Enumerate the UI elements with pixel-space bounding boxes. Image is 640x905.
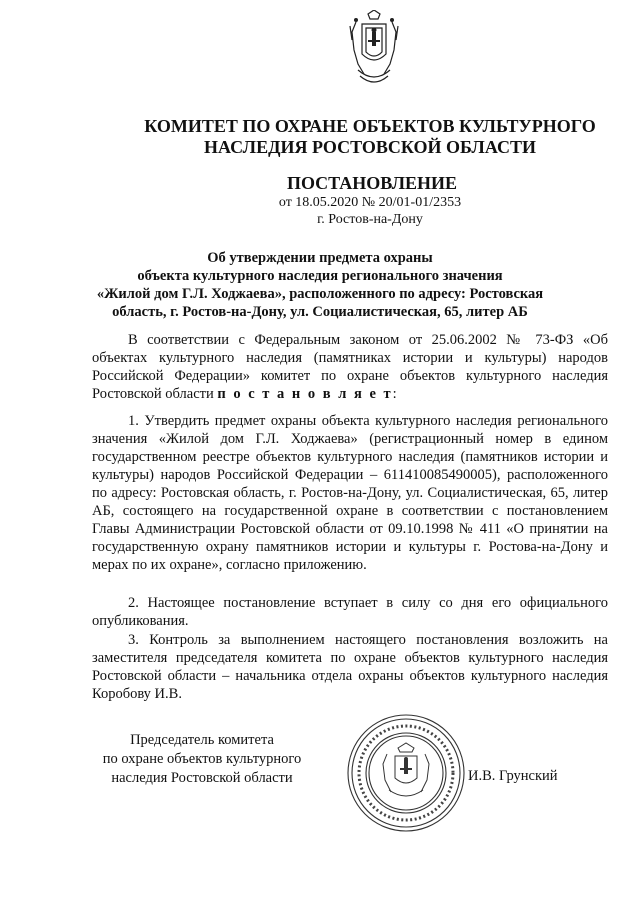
subject-line4: область, г. Ростов-на-Дону, ул. Социалистическая, 65, литер АБ — [112, 304, 528, 320]
document-number: от 18.05.2020 № 20/01-01/2353 — [278, 195, 462, 210]
document-type: ПОСТАНОВЛЕНИЕ — [286, 173, 458, 193]
seal-icon — [345, 712, 467, 834]
position-line3: наследия Ростовской области — [111, 770, 293, 786]
position-line1: Председатель комитета — [130, 732, 274, 748]
coat-of-arms-icon — [348, 10, 400, 90]
document-subject — [88, 249, 552, 321]
subject-line1: Об утверждении предмета охраны — [207, 250, 433, 266]
intro-end: : — [392, 386, 397, 402]
item-3-paragraph: 3. Контроль за выполнением настоящего постановления возложить на заместителя председателя комитета по охране объектов культурного наследия Ростовской области – начальника отдела охраны объектов культурного наследия Коробову И.В. — [92, 632, 608, 702]
subject-line2: объекта культурного наследия регионального значения — [137, 268, 503, 284]
document-place: г. Ростов-на-Дону — [317, 212, 423, 227]
item-1-paragraph: 1. Утвердить предмет охраны объекта культурного наследия регионального значения «Жилой дом Г.Л. Ходжаева» (регистрационный номер в едином государственном реестре объектов культурного наследия (памятников истории и культуры) народов Российской Федерации – 611410085490005), расположенного по адресу: Ростовская область, г. Ростов-на-Дону, ул. Социалистическая, 65, литер АБ, состоящего на государственной охране в соответствии с постановлением Главы Администрации Ростовской области от 09.10.1998 № 411 «О принятии на государственную охрану памятников истории и культуры г. Ростова-на-Дону и мерах по их охране», согласно приложению. — [92, 413, 608, 573]
org-title-line2: НАСЛЕДИЯ РОСТОВСКОЙ ОБЛАСТИ — [204, 137, 536, 157]
org-title-line1: КОМИТЕТ ПО ОХРАНЕ ОБЪЕКТОВ КУЛЬТУРНОГО — [144, 116, 596, 136]
signatory-name: И.В. Грунский — [468, 768, 558, 784]
item-2-paragraph: 2. Настоящее постановление вступает в силу со дня его официального опубликования. — [92, 595, 608, 629]
decree-word: п о с т а н о в л я е т — [217, 386, 393, 402]
intro-text: В соответствии с Федеральным законом от 25.06.2002 № 73-ФЗ «Об объектах культурного наследия (памятниках истории и культуры) народов Российской Федерации» комитет по охране объектов культурного наследия Ростовской области — [92, 332, 608, 402]
position-line2: по охране объектов культурного — [102, 751, 302, 767]
signatory-position — [92, 731, 312, 788]
subject-line3: «Жилой дом Г.Л. Ходжаева», расположенного по адресу: Ростовская — [96, 286, 544, 302]
intro-paragraph — [92, 331, 608, 403]
